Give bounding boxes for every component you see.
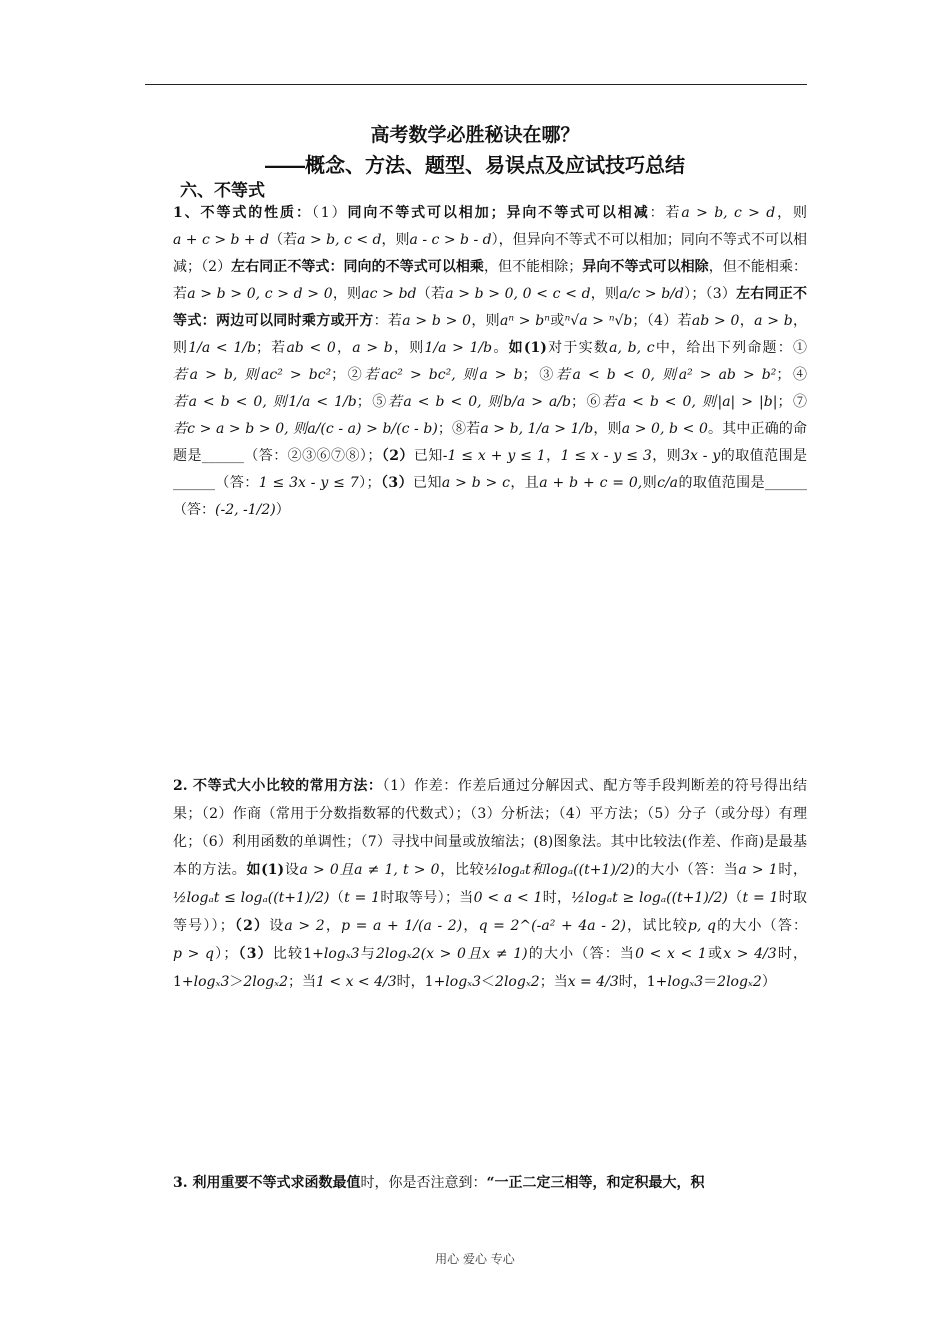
p1-text: ，则 [392,340,425,356]
p1-math: 若a < b < 0, 则a² > ab > b² [555,367,777,383]
p1-text: ，则 [590,286,620,302]
p1-text: ；② [331,367,365,383]
p1-math: 若a < b < 0, 则1/a < 1/b [173,394,357,410]
p2-math: t = 1 [344,890,380,906]
p1-text: ，则 [471,313,500,329]
p2-math: logₓ3 [445,974,482,990]
p1-text: ，则 [173,313,807,356]
p1-math: aⁿ > bⁿ [499,313,550,329]
p2-text: 时取等号））； [173,890,808,934]
paragraph-inequality-properties [145,200,807,524]
p1-math: ab < 0 [286,340,336,356]
p1-text: ；⑧若 [437,421,481,437]
paragraph-important-inequality [145,1170,807,1197]
p1-text: ；③ [522,367,556,383]
p2-text: 时取等号）；当 [379,890,474,906]
p1-text: 异向不等式可以相除 [582,259,709,275]
p1-math: ⁿ√a > ⁿ√b [564,313,633,329]
p1-text: 的取值范围是______（答： [173,448,808,491]
p2-math: 2logₓ2(x > 0且x ≠ 1) [375,946,528,962]
p1-math: -1 ≤ x + y ≤ 1 [442,448,546,464]
p1-text: 或 [549,313,565,329]
p1-math: a > 0, b < 0 [621,421,708,437]
p1-math: a > b > 0, c > d > 0 [187,286,333,302]
p1-math: a > b [352,340,393,356]
p1-math: ab > 0 [691,313,740,329]
p1-math: 若a < b < 0, 则|a| > |b| [602,394,778,410]
p2-text: （1）作差：作差后通过分解因式、配方等手段判断差的符号得出结果；（2）作商（常用于分数指数幂的代数式）；（3）分析法；（4）平方法；（5）分子（或分母）有理化；（6）利用函数的单调性；（7）寻找中间量或放缩法；(8)图象法。其中比较法(作差、作商)是最基本的方法。 [173,778,807,878]
p2-math: ½logₐt ≤ logₐ((t+1)/2) [173,890,330,906]
p2-text: ；当 [539,974,568,990]
p1-lead: 1、不等式的性质： [173,205,312,221]
p2-math: 1 < x < 4/3 [316,974,397,990]
p1-math: 若ac² > bc², 则a > b [364,367,523,383]
p1-math: c/a [657,475,679,491]
p1-math: a + c > b + d [173,232,270,248]
p1-math: ac > bd [361,286,417,302]
p2-math: logₓ3 [193,974,230,990]
p2-math: 0 < a < 1 [473,890,543,906]
p2-text: ， [462,918,479,934]
p2-text: 时，1+ [396,974,446,990]
p2-example-label: （3） [237,946,273,962]
p2-math: q = 2^(-a² + 4a - 2) [478,918,626,934]
p2-math: a > 0且a ≠ 1, t > 0 [299,862,440,878]
p1-text: 。其中正确的命题是______（答：②③⑥⑦⑧）； [173,421,808,464]
p2-text: ；当 [288,974,317,990]
p1-text: ：若 [373,313,403,329]
p1-text: （若 [269,232,298,248]
p1-text: 已知 [413,448,443,464]
p2-math: 2logₓ2 [717,974,762,990]
p2-text: ， [324,918,342,934]
p1-text: 同向不等式可以相加；异向不等式可以相减 [347,205,650,221]
p2-text: 或 [706,946,724,962]
p1-text: （1） [311,205,348,221]
p1-math: 1 ≤ x - y ≤ 3 [560,448,652,464]
p1-math: a, b, c [609,340,655,356]
p1-text: ：若 [649,205,682,221]
p1-math: a > b > 0 [402,313,471,329]
p2-math: x > 4/3 [723,946,777,962]
p1-text: ；若 [255,340,287,356]
p1-math: a > b, c > d [681,205,776,221]
p1-example-label: 如(1) [508,340,547,356]
paragraph-comparison-methods [145,772,807,996]
p1-math: 若a > b, 则ac² > bc² [173,367,332,383]
p1-text: 已知 [413,475,442,491]
p1-text: ；（4）若 [632,313,692,329]
p2-example-label: 如(1) [246,862,285,878]
p1-text: ；⑥ [571,394,603,410]
p2-example-label: （2） [233,918,270,934]
paragraph-3-text [145,1170,807,1197]
title-line-2: ――概念、方法、题型、易误点及应试技巧总结 [265,153,685,177]
header-rule [145,84,807,85]
p1-text: ， [739,313,755,329]
p2-math: logₓ3 [323,946,360,962]
p1-math: a > b [754,313,793,329]
p1-text: ） [275,502,290,518]
p1-text: ，但不能相乘：若 [173,259,808,302]
p1-math: a > b, 1/a > 1/b [480,421,594,437]
p1-math: 1/a < 1/b [188,340,256,356]
p2-math: ½logₐt ≥ logₐ((t+1)/2) [571,890,728,906]
p2-text: ＜ [481,974,496,990]
p1-math: a > b, c < d [297,232,382,248]
p2-text: 时，1+ [173,946,808,990]
page-footer: 用心 爱心 专心 [435,1252,515,1266]
p2-math: logₓ3 [667,974,704,990]
p1-text: ）；（3） [683,286,737,302]
p1-math: a > b > 0, 0 < c < d [445,286,591,302]
p2-text: 比较1+ [272,946,324,962]
p2-text: ＝ [703,974,718,990]
p1-text: ，则 [381,232,410,248]
p1-math: a > b > c [441,475,510,491]
p2-math: t = 1 [742,890,779,906]
p1-math: a - c > b - d [409,232,492,248]
p1-text: ；⑤ [356,394,388,410]
p1-text: ，且 [510,475,540,491]
p1-text: 左右同正不等式：同向的不等式可以相乘 [231,259,484,275]
p1-text: 。 [492,340,509,356]
paragraph-2-text [145,772,807,996]
p2-text: 的大小（答：当 [527,946,636,962]
p1-example-label: （2） [381,448,414,464]
p1-text: ，则 [332,286,362,302]
p2-math: p, q [687,918,716,934]
p2-lead: 2. 不等式大小比较的常用方法： [173,778,383,794]
p1-text: 中，给出下列命题：① [654,340,808,356]
p3-text: 时，你是否注意到： [360,1175,487,1191]
p1-text: 对于实数 [546,340,610,356]
p3-lead: 3. 利用重要不等式求函数最值 [173,1175,361,1191]
p2-math: a > 1 [738,862,778,878]
paragraph-1-text [145,200,807,524]
p1-math: 3x - y [681,448,721,464]
p2-text: 设 [269,918,285,934]
p1-text: ，则 [593,421,622,437]
p1-text: 左右同正不等式：两边可以同时乘方或开方 [173,286,808,329]
p2-math: 2logₓ2 [243,974,289,990]
p1-text: ；④ [776,367,808,383]
section-heading: 六、不等式 [180,181,265,201]
p2-math: 2logₓ2 [495,974,540,990]
p1-text: ，则 [651,448,682,464]
title-line-1: 高考数学必胜秘诀在哪？ [370,124,580,146]
p2-math: p > q [173,946,214,962]
p2-math: ½logₐt和logₐ((t+1)/2) [484,862,635,878]
p2-text: 的大小（答：当 [634,862,739,878]
p2-text: ） [761,974,776,990]
p1-math: a + b + c = 0, [539,475,643,491]
p2-text: ，比较 [439,862,485,878]
p2-text: 时， [777,862,808,878]
p1-math: 若c > a > b > 0, 则a/(c - a) > b/(c - b) [173,421,438,437]
p1-text: （若 [416,286,446,302]
p1-text: ），但异向不等式不可以相加；同向不等式不可以相减；（2） [173,232,807,275]
p1-text: 则 [642,475,658,491]
p1-math: 1 ≤ 3x - y ≤ 7 [258,475,359,491]
p2-text: （ [727,890,743,906]
p1-text: ，但不能相除； [483,259,583,275]
p2-math: p = a + 1/(a - 2) [341,918,463,934]
p2-text: 时，1+ [618,974,668,990]
p1-text: 的取值范围是______（答： [173,475,808,518]
p2-text: 的大小（答： [715,918,808,934]
p1-text: ， [335,340,353,356]
p1-example-label: （3） [380,475,414,491]
p2-text: ）； [213,946,238,962]
p2-text: ，试比较 [625,918,688,934]
p3-text: “一正二定三相等，和定积最大，积 [486,1175,705,1191]
p2-math: x = 4/3 [567,974,619,990]
p1-math: a/c > b/d [619,286,684,302]
p2-text: 时， [542,890,572,906]
p2-text: 与 [359,946,376,962]
p1-math: 若a < b < 0, 则b/a > a/b [387,394,571,410]
p1-text: ）； [358,475,381,491]
p2-text: （ [329,890,345,906]
p2-text: 设 [284,862,300,878]
p2-text: ＞ [229,974,244,990]
p1-text: ；⑦ [777,394,808,410]
p1-text: ，则 [775,205,808,221]
p1-text: ， [545,448,561,464]
p1-math: 1/a > 1/b [424,340,493,356]
p2-math: a > 2 [284,918,325,934]
p1-math: (-2, -1/2) [215,502,276,518]
p2-math: 0 < x < 1 [635,946,707,962]
